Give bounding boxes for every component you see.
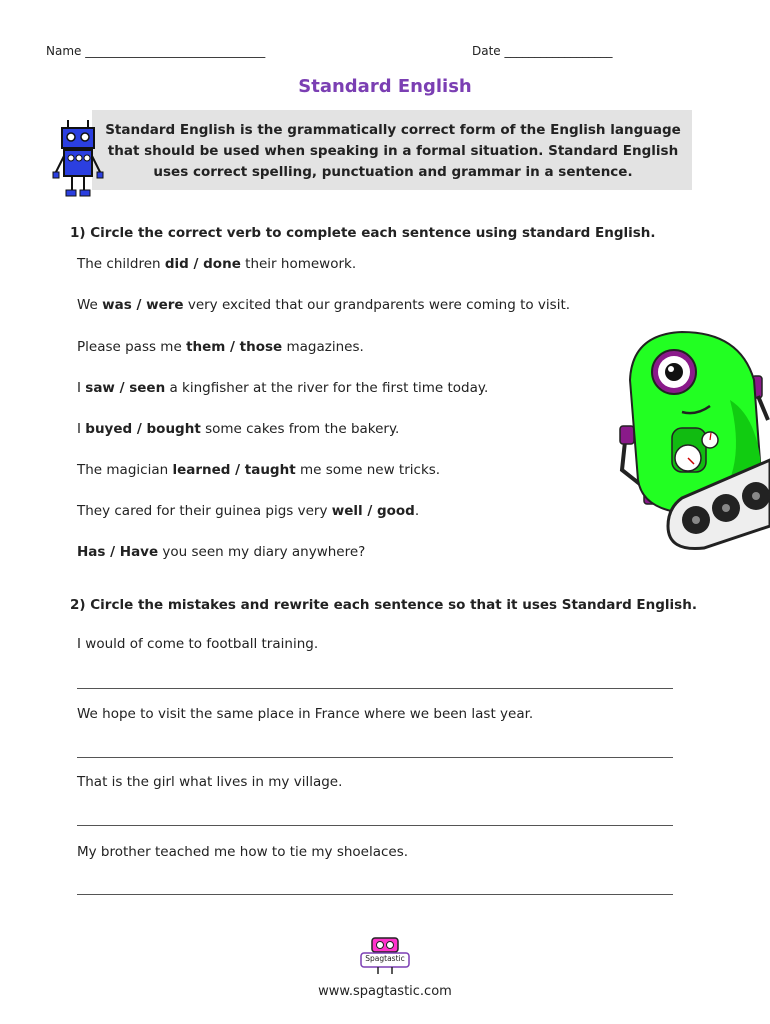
answer-line-3[interactable] bbox=[77, 825, 673, 826]
rewrite-sentence-3: That is the girl what lives in my village. bbox=[77, 774, 343, 790]
section1-heading: 1) Circle the correct verb to complete each sentence using standard English. bbox=[70, 225, 656, 241]
spagtastic-logo-icon bbox=[360, 936, 410, 976]
verb-choice[interactable]: saw / seen bbox=[85, 380, 166, 396]
green-robot-icon bbox=[612, 320, 770, 552]
verb-sentence-4: I saw / seen a kingfisher at the river for the first time today. bbox=[77, 380, 489, 396]
footer-url[interactable]: www.spagtastic.com bbox=[318, 984, 452, 999]
verb-sentence-5: I buyed / bought some cakes from the bakery. bbox=[77, 421, 400, 437]
verb-choice[interactable]: was / were bbox=[102, 297, 184, 313]
date-field-label: Date __________________ bbox=[472, 44, 613, 58]
verb-sentence-1: The children did / done their homework. bbox=[77, 256, 357, 272]
verb-choice[interactable]: well / good bbox=[331, 503, 415, 519]
verb-sentence-3: Please pass me them / those magazines. bbox=[77, 339, 364, 355]
verb-choice[interactable]: Has / Have bbox=[77, 544, 159, 560]
verb-sentence-2: We was / were very excited that our grandparents were coming to visit. bbox=[77, 297, 571, 313]
verb-sentence-8: Has / Have you seen my diary anywhere? bbox=[77, 544, 366, 560]
verb-sentence-7: They cared for their guinea pigs very well / good. bbox=[77, 503, 420, 519]
rewrite-sentence-1: I would of come to football training. bbox=[77, 636, 319, 652]
name-field-label: Name ______________________________ bbox=[46, 44, 266, 58]
answer-line-1[interactable] bbox=[77, 688, 673, 689]
rewrite-sentence-4: My brother teached me how to tie my shoelaces. bbox=[77, 844, 409, 860]
logo-text: Spagtastic bbox=[365, 954, 405, 963]
intro-text: Standard English is the grammatically correct form of the English language that should be used when speaking in a formal situation. Standard English uses correct spelling, punctuation and grammar in a sentence. bbox=[105, 122, 681, 180]
answer-line-4[interactable] bbox=[77, 894, 673, 895]
verb-choice[interactable]: learned / taught bbox=[172, 462, 296, 478]
verb-choice[interactable]: buyed / bought bbox=[85, 421, 201, 437]
section2-heading: 2) Circle the mistakes and rewrite each sentence so that it uses Standard English. bbox=[70, 597, 697, 613]
answer-line-2[interactable] bbox=[77, 757, 673, 758]
page-title: Standard English bbox=[298, 76, 472, 97]
verb-choice[interactable]: them / those bbox=[186, 339, 283, 355]
rewrite-sentence-2: We hope to visit the same place in France where we been last year. bbox=[77, 706, 534, 722]
verb-sentence-6: The magician learned / taught me some new tricks. bbox=[77, 462, 441, 478]
verb-choice[interactable]: did / done bbox=[164, 256, 241, 272]
blue-robot-icon bbox=[52, 118, 104, 198]
